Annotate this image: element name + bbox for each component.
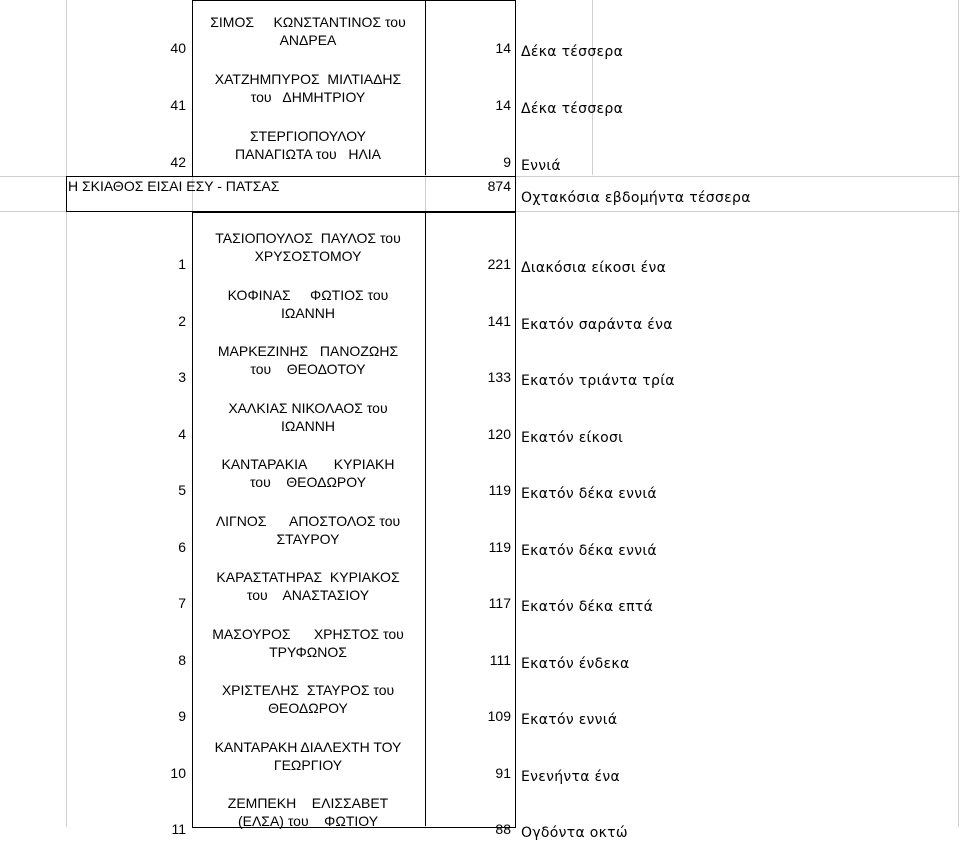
table-row <box>0 450 960 506</box>
vote-words: Εκατόν τριάντα τρία <box>521 373 675 389</box>
vote-count: 111 <box>489 651 511 668</box>
candidate-name <box>192 512 424 548</box>
vote-words: Εκατόν ένδεκα <box>521 655 630 672</box>
row-number: 10 <box>170 764 186 781</box>
district-label: Η ΣΚΙΑΘΟΣ ΕΙΣΑΙ ΕΣΥ - ΠΑΤΣΑΣ <box>68 178 280 194</box>
candidate-name-line1: ΚΑΝΤΑΡΑΚΗ ΔΙΑΛΕΧΤΗ ΤΟΥ <box>214 738 402 755</box>
candidate-name <box>192 229 424 265</box>
row-number: 11 <box>171 821 186 837</box>
row-number: 6 <box>178 538 186 555</box>
candidate-name-line1: ΧΑΛΚΙΑΣ ΝΙΚΟΛΑΟΣ του <box>228 399 388 416</box>
vote-count: 91 <box>495 764 511 781</box>
vote-words: Διακόσια είκοσι ένα <box>521 260 667 276</box>
candidate-name <box>192 286 424 322</box>
vote-words: Εκατόν δέκα εννιά <box>521 486 657 502</box>
candidate-name <box>192 127 424 163</box>
table-row <box>0 563 960 619</box>
candidate-name <box>192 342 424 378</box>
candidate-name <box>192 13 424 49</box>
candidate-name-line1: ΧΡΙΣΤΕΛΗΣ ΣΤΑΥΡΟΣ του <box>221 682 395 698</box>
vote-count: 88 <box>495 821 511 837</box>
candidate-name-line1: ΣΙΜΟΣ ΚΩΝΣΤΑΝΤΙΝΟΣ του <box>210 14 406 30</box>
vote-count: 14 <box>495 97 511 113</box>
vote-words: Εκατόν δέκα επτά <box>521 599 654 615</box>
vote-count: 141 <box>487 312 511 329</box>
vote-words: Εκατόν δέκα εννιά <box>521 542 657 559</box>
candidate-name-line2: (ΕΛΣΑ) του ΦΩΤΙΟΥ <box>237 813 379 829</box>
vote-count: 117 <box>488 595 511 611</box>
vote-words: Ογδόντα οκτώ <box>521 825 628 841</box>
table-row <box>0 507 960 563</box>
row-number: 42 <box>170 154 186 170</box>
row-number: 7 <box>178 595 186 611</box>
candidate-name-line2: ΙΩΑΝΝΗ <box>280 417 336 434</box>
row-number: 8 <box>178 651 186 668</box>
candidate-name-line2: του ΘΕΟΔΟΤΟΥ <box>250 361 366 377</box>
vote-count: 109 <box>487 708 511 724</box>
candidate-name-line2: ΧΡΥΣΟΣΤΟΜΟΥ <box>254 248 362 264</box>
candidate-name <box>192 70 424 106</box>
candidate-name <box>192 681 424 717</box>
candidate-name-line1: ΤΑΣΙΟΠΟΥΛΟΣ ΠΑΥΛΟΣ του <box>215 230 401 246</box>
table-row <box>0 281 960 337</box>
table-row <box>0 733 960 789</box>
candidate-name-line2: ΘΕΟΔΩΡΟΥ <box>268 700 348 716</box>
candidate-name-line1: ΜΑΣΟΥΡΟΣ ΧΡΗΣΤΟΣ του <box>212 625 404 642</box>
table-row <box>0 122 960 178</box>
candidate-name-line1: ΚΑΡΑΣΤΑΤΗΡΑΣ ΚΥΡΙΑΚΟΣ <box>216 569 400 585</box>
vote-words: Δέκα τέσσερα <box>521 44 624 60</box>
candidate-name-line2: ΑΝΔΡΕΑ <box>279 32 337 48</box>
vote-count: 119 <box>488 482 511 498</box>
candidate-name-line1: ΚΟΦΙΝΑΣ ΦΩΤΙΟΣ του <box>227 286 389 303</box>
candidate-name-line2: του ΘΕΟΔΩΡΟΥ <box>249 474 367 490</box>
candidate-name <box>192 625 424 661</box>
candidate-name <box>192 399 424 435</box>
candidate-name <box>192 568 424 604</box>
vote-words: Εκατόν σαράντα ένα <box>521 316 673 333</box>
table-row <box>0 620 960 676</box>
row-number: 41 <box>170 97 186 113</box>
vote-count: 14 <box>495 40 511 56</box>
candidate-name <box>192 794 424 830</box>
vote-words: Δέκα τέσσερα <box>521 101 624 117</box>
district-votes: 874 <box>487 178 511 194</box>
candidate-name-line2: ΙΩΑΝΝΗ <box>280 304 336 321</box>
candidate-name-line1: ΖΕΜΠΕΚΗ ΕΛΙΣΣΑΒΕΤ <box>227 795 389 811</box>
candidate-name-line2: του ΑΝΑΣΤΑΣΙΟΥ <box>246 587 370 603</box>
table-row <box>0 224 960 280</box>
table-row <box>0 65 960 121</box>
vote-words: Ενενήντα ένα <box>521 768 621 785</box>
row-number: 2 <box>178 312 186 329</box>
candidate-name-line2: του ΔΗΜΗΤΡΙΟΥ <box>250 89 366 105</box>
candidate-name-line1: ΛΙΓΝΟΣ ΑΠΟΣΤΟΛΟΣ του <box>215 512 401 529</box>
candidate-name-line1: ΣΤΕΡΓΙΟΠΟΥΛΟΥ <box>249 128 367 144</box>
vote-count: 133 <box>487 369 511 385</box>
district-votes-words: Οχτακόσια εβδομήντα τέσσερα <box>521 190 751 206</box>
table-row <box>0 337 960 393</box>
candidate-name-line1: ΧΑΤΖΗΜΠΥΡΟΣ ΜΙΛΤΙΑΔΗΣ <box>214 71 402 87</box>
candidate-name-line2: ΓΕΩΡΓΙΟΥ <box>273 756 343 773</box>
vote-count: 221 <box>487 256 511 272</box>
table-row <box>0 8 960 64</box>
vote-words: Εννιά <box>521 158 561 174</box>
row-number: 3 <box>178 369 186 385</box>
vote-count: 9 <box>503 154 511 170</box>
candidate-name-line1: ΜΑΡΚΕΖΙΝΗΣ ΠΑΝΟΖΩΗΣ <box>217 343 399 359</box>
candidate-name <box>192 455 424 491</box>
candidate-name <box>192 738 424 774</box>
candidate-name-line2: ΤΡΥΦΩΝΟΣ <box>269 643 347 660</box>
table-row <box>0 394 960 450</box>
candidate-name-line1: ΚΑΝΤΑΡΑΚΙΑ ΚΥΡΙΑΚΗ <box>221 456 395 472</box>
candidate-name-line2: ΠΑΝΑΓΙΩΤΑ του ΗΛΙΑ <box>234 146 382 162</box>
candidate-name-line2: ΣΤΑΥΡΟΥ <box>276 530 340 547</box>
row-number: 4 <box>178 425 186 442</box>
row-number: 9 <box>178 708 186 724</box>
row-number: 40 <box>170 40 186 56</box>
table-row <box>0 789 960 845</box>
vote-count: 119 <box>488 538 511 555</box>
vote-words: Εκατόν εννιά <box>521 712 618 728</box>
vote-count: 120 <box>487 425 511 442</box>
vote-words: Εκατόν είκοσι <box>521 429 624 446</box>
table-row <box>0 676 960 732</box>
row-number: 1 <box>178 256 186 272</box>
row-number: 5 <box>178 482 186 498</box>
